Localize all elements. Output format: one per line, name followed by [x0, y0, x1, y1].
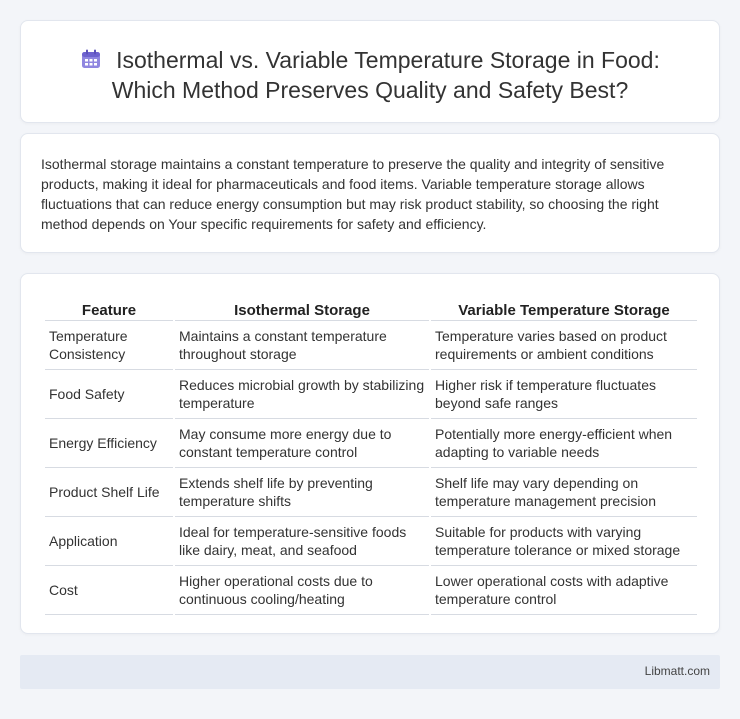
row-feature: Application: [45, 517, 173, 566]
row-feature: Cost: [45, 566, 173, 615]
row-feature: Product Shelf Life: [45, 468, 173, 517]
row-variable: Higher risk if temperature fluctuates beyond safe ranges: [431, 370, 697, 419]
table-row: [45, 419, 697, 468]
row-isothermal: May consume more energy due to constant temperature control: [175, 419, 429, 468]
table-header-row: [45, 294, 697, 321]
row-variable: Temperature varies based on product requirements or ambient conditions: [431, 321, 697, 370]
calendar-icon: [80, 48, 102, 70]
row-feature: Energy Efficiency: [45, 419, 173, 468]
row-feature: Temperature Consistency: [45, 321, 173, 370]
header-isothermal: Isothermal Storage: [175, 294, 429, 321]
comparison-card: [20, 273, 720, 634]
row-variable: Suitable for products with varying temperature tolerance or mixed storage: [431, 517, 697, 566]
title-line-2: Which Method Preserves Quality and Safety Best?: [111, 77, 629, 103]
header-variable: Variable Temperature Storage: [431, 294, 697, 321]
row-isothermal: Ideal for temperature-sensitive foods like dairy, meat, and seafood: [175, 517, 429, 566]
intro-card: [20, 133, 720, 253]
footer-brand-link[interactable]: Libmatt.com: [644, 664, 710, 678]
row-feature: Food Safety: [45, 370, 173, 419]
footer-bar: [20, 655, 720, 689]
row-variable: Potentially more energy-efficient when adapting to variable needs: [431, 419, 697, 468]
table-row: [45, 566, 697, 615]
table-row: [45, 517, 697, 566]
row-isothermal: Higher operational costs due to continuous cooling/heating: [175, 566, 429, 615]
page-title: [21, 45, 719, 105]
intro-paragraph: Isothermal storage maintains a constant temperature to preserve the quality and integrity of sensitive products, making it ideal for pharmaceuticals and food items. Variable temperature storage allows fluctuations that can reduce energy consumption but may risk product stability, so choosing the right method depends on Your specific requirements for safety and efficiency.: [41, 156, 665, 232]
row-variable: Shelf life may vary depending on temperature management precision: [431, 468, 697, 517]
row-isothermal: Reduces microbial growth by stabilizing temperature: [175, 370, 429, 419]
title-card: [20, 20, 720, 123]
row-isothermal: Extends shelf life by preventing temperature shifts: [175, 468, 429, 517]
row-variable: Lower operational costs with adaptive temperature control: [431, 566, 697, 615]
table-row: [45, 321, 697, 370]
table-row: [45, 370, 697, 419]
table-row: [45, 468, 697, 517]
row-isothermal: Maintains a constant temperature throughout storage: [175, 321, 429, 370]
title-line-1: Isothermal vs. Variable Temperature Storage in Food:: [116, 47, 660, 73]
comparison-table: [43, 294, 699, 615]
header-feature: Feature: [45, 294, 173, 321]
